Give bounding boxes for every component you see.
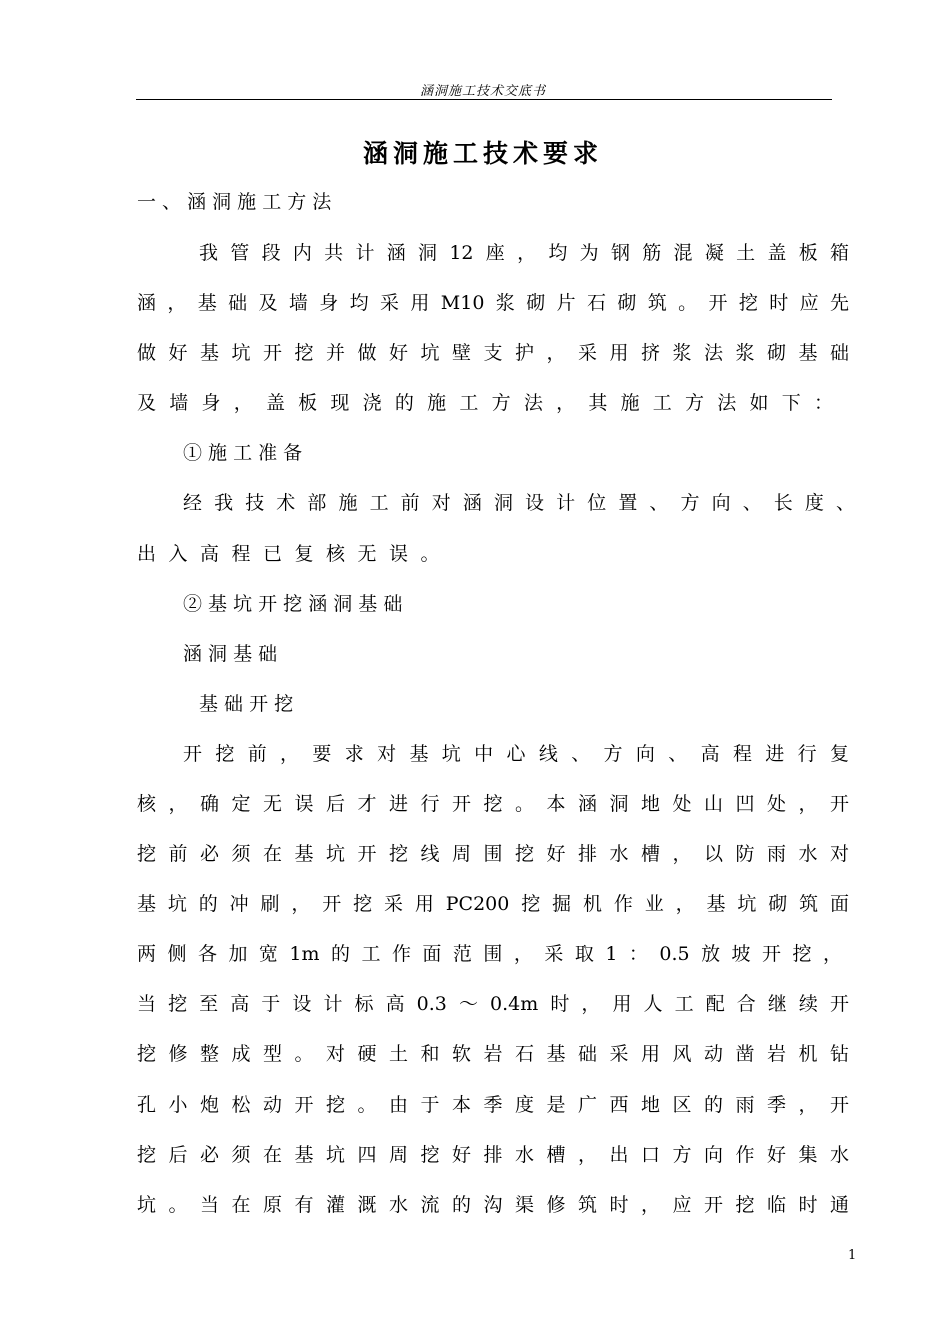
sub-heading: 基 础 开 挖 — [199, 693, 294, 715]
paragraph-line: 基坑的冲刷，开挖采用PC200挖掘机作业，基坑砌筑面 — [137, 893, 849, 915]
running-header: 涵洞施工技术交底书 — [419, 84, 546, 99]
paragraph-line: 孔小炮松动开挖。由于本季度是广西地区的雨季，开 — [137, 1094, 849, 1116]
item-heading: ① 施 工 准 备 — [183, 442, 303, 464]
paragraph-line: 出入高程已复核无误。 — [137, 543, 453, 565]
paragraph-line: 经我技术部施工前对涵洞设计位置、方向、长度、 — [183, 492, 855, 514]
paragraph-line: 我管段内共计涵洞12座，均为钢筋混凝土盖板箱 — [199, 242, 849, 264]
paragraph-line: 及墙身，盖板现浇的施工方法，其施工方法如下： — [137, 392, 833, 414]
document-title: 涵洞施工技术要求 — [362, 139, 603, 168]
section-heading: 一 、 涵 洞 施 工 方 法 — [137, 191, 332, 213]
paragraph-line: 开挖前，要求对基坑中心线、方向、高程进行复 — [183, 743, 849, 765]
paragraph-line: 核，确定无误后才进行开挖。本涵洞地处山凹处，开 — [137, 793, 849, 815]
paragraph-line: 当挖至高于设计标高0.3～0.4m时，用人工配合继续开 — [137, 993, 849, 1015]
paragraph-line: 涵，基础及墙身均采用M10浆砌片石砌筑。开挖时应先 — [137, 292, 849, 314]
paragraph-line: 坑。当在原有灌溉水流的沟渠修筑时，应开挖临时通 — [137, 1194, 849, 1216]
paragraph-line: 挖前必须在基坑开挖线周围挖好排水槽，以防雨水对 — [137, 843, 849, 865]
item-heading: ② 基 坑 开 挖 涵 洞 基 础 — [183, 593, 403, 615]
paragraph-line: 挖后必须在基坑四周挖好排水槽，出口方向作好集水 — [137, 1144, 849, 1166]
header-divider — [136, 99, 832, 100]
paragraph-line: 两侧各加宽1m的工作面范围，采取1：0.5放坡开挖， — [137, 943, 842, 965]
page-number: 1 — [848, 1248, 857, 1263]
paragraph-line: 挖修整成型。对硬土和软岩石基础采用风动凿岩机钻 — [137, 1043, 849, 1065]
sub-heading: 涵 洞 基 础 — [183, 643, 278, 665]
paragraph-line: 做好基坑开挖并做好坑壁支护，采用挤浆法浆砌基础 — [137, 342, 849, 364]
